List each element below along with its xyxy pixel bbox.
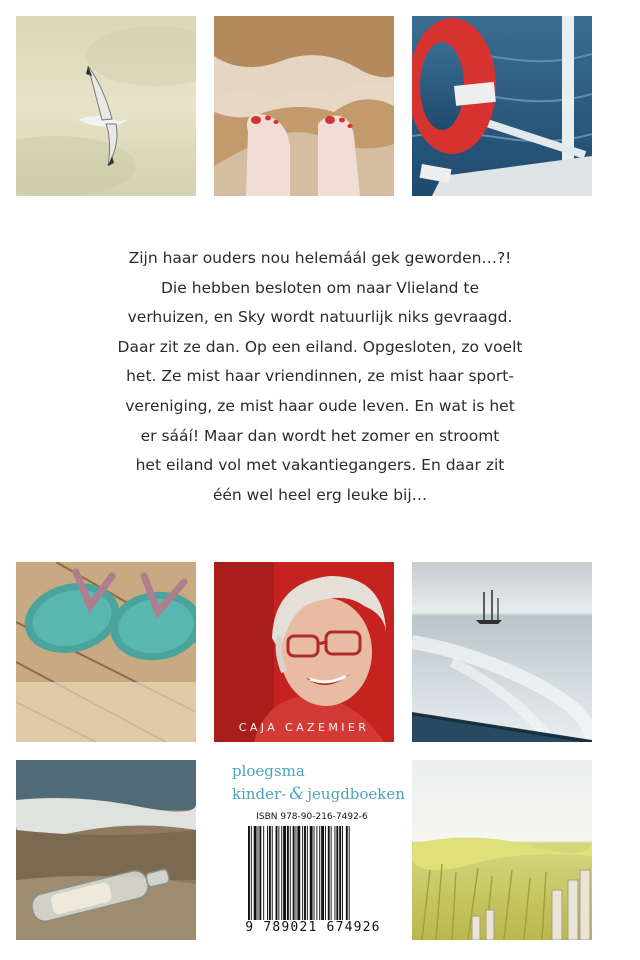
barcode-bar: [296, 826, 297, 920]
barcode-bar: [272, 826, 273, 920]
flip-flops-image: [16, 562, 196, 742]
photo-sailing-ship: [412, 562, 592, 742]
seagull-image: [16, 16, 196, 196]
barcode-bar: [349, 826, 350, 920]
barcode-bar: [310, 826, 313, 920]
barcode-bar: [342, 826, 343, 920]
barcode-bar: [316, 826, 317, 920]
barcode-bar: [258, 826, 259, 920]
photo-dune-grass: [412, 760, 592, 940]
barcode-bar: [283, 826, 286, 920]
sailing-ship-image: [412, 562, 592, 742]
blurb-line: Daar zit ze dan. Op een eiland. Opgesloten, zo voelt: [117, 337, 523, 356]
blurb-line: één wel heel erg leuke bij…: [212, 485, 428, 504]
barcode-bar: [325, 826, 326, 920]
barcode-bar: [336, 826, 338, 920]
barcode-bar: [328, 826, 330, 920]
barcode-bars: [248, 826, 382, 920]
author-portrait-image: [214, 562, 394, 742]
publisher-logo: [232, 760, 405, 806]
barcode-bar: [290, 826, 291, 920]
barcode-bar: [287, 826, 289, 920]
blurb-line: vereniging, ze mist haar oude leven. En wat is het: [125, 396, 515, 415]
bottle-image: [16, 760, 196, 940]
back-cover-blurb: [80, 244, 560, 510]
barcode-bar: [339, 826, 341, 920]
publisher-name: ploegsma: [232, 762, 305, 780]
photo-lifebuoy: [412, 16, 592, 196]
barcode-digits: 9 789021 674926: [245, 920, 381, 935]
blurb-line: het eiland vol met vakantiegangers. En daar zit: [135, 456, 505, 475]
blurb-line: Die hebben besloten om naar Vlieland te: [160, 278, 480, 297]
ampersand: &: [289, 784, 305, 804]
publisher-imprint: [232, 783, 405, 806]
barcode-bar: [346, 826, 348, 920]
barcode-bar: [302, 826, 303, 920]
barcode-bar: [314, 826, 315, 920]
barcode-bar: [278, 826, 279, 920]
photo-message-in-bottle: [16, 760, 196, 940]
blurb-line: het. Ze mist haar vriendinnen, ze mist haar sport-: [126, 367, 514, 386]
barcode-bar: [297, 826, 300, 920]
author-name-caption: CAJA CAZEMIER: [238, 721, 370, 734]
barcode-bar: [321, 826, 324, 920]
barcode-bar: [248, 826, 250, 920]
blurb-line: Zijn haar ouders nou helemáál gek geworden…?!: [128, 249, 512, 267]
barcode-bar: [319, 826, 320, 920]
barcode-bar: [263, 826, 264, 920]
barcode-bar: [267, 826, 268, 920]
barcode-bar: [269, 826, 271, 920]
barcode-bar: [251, 826, 252, 920]
barcode-bar: [259, 826, 261, 920]
barcode-bar: [293, 826, 295, 920]
barcode-bar: [334, 826, 335, 920]
barcode-bar: [304, 826, 306, 920]
barcode-bar: [307, 826, 308, 920]
blurb-line: er sááí! Maar dan wordt het zomer en stroomt: [140, 426, 500, 445]
isbn-label: ISBN 978-90-216-7492-6: [256, 812, 368, 822]
lifebuoy-image: [412, 16, 592, 196]
barcode-bar: [281, 826, 282, 920]
photo-seagull: [16, 16, 196, 196]
barcode-bar: [276, 826, 278, 920]
barcode-bar: [254, 826, 257, 920]
dune-grass-image: [412, 760, 592, 940]
blurb-line: verhuizen, en Sky wordt natuurlijk niks gevraagd.: [127, 308, 513, 327]
barcode: [232, 810, 392, 940]
photo-feet-in-sand: [214, 16, 394, 196]
photo-flip-flops: [16, 562, 196, 742]
barcode-bar: [331, 826, 332, 920]
publisher-imprint-part: kinder-: [232, 785, 287, 803]
publisher-imprint-part: jeugdboeken: [307, 785, 405, 803]
feet-image: [214, 16, 394, 196]
photo-author: [214, 562, 394, 742]
